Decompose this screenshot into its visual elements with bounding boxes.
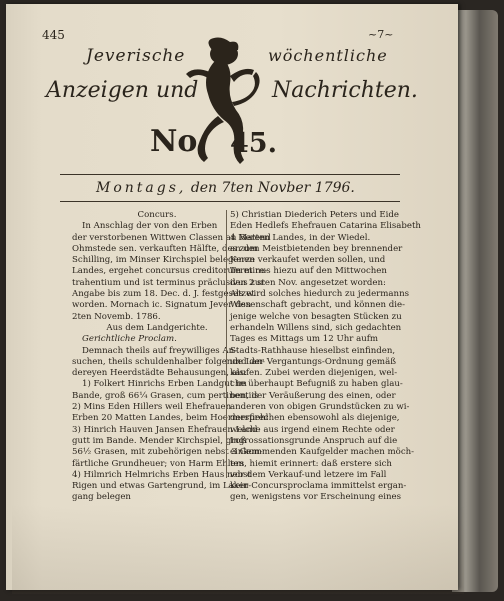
left-column-line: In Anschlag der von den Erben <box>82 221 218 232</box>
corner-mark: ~7~ <box>368 28 394 41</box>
right-column-line: erhandeln Willens sind, sich gedachten <box>230 322 402 333</box>
right-column-line: und der Vergantungs-Ordnung gemäß <box>230 356 396 367</box>
issue-label: No. <box>150 124 208 159</box>
left-column-line: dereyen Heerdstädte Behausungen, als: <box>72 368 247 379</box>
page-number: 445 <box>42 28 65 42</box>
date-rest: den 7ten Novber 1796. <box>190 180 355 196</box>
left-column-line: gutt im Bande. Mender Kirchspiel, groß <box>72 435 247 446</box>
right-column-line: ten, hiemit erinnert: daß erstere sich <box>230 458 392 469</box>
page-shading <box>12 504 464 594</box>
left-column-line: Gerichtliche Proclam. <box>82 334 177 345</box>
right-column-line: welche aus irgend einem Rechte oder <box>230 424 395 435</box>
left-column-line: 1) Folkert Hinrichs Erben Landgut im <box>82 379 247 390</box>
right-column-line: anderen von obigen Grundstücken zu wi- <box>230 402 410 413</box>
right-column-line: vor dem Verkauf-und letzere im Fall <box>230 469 387 480</box>
right-column-line: gen, wenigstens vor Erscheinung eines <box>230 492 401 503</box>
date-line <box>96 180 355 196</box>
left-column-line: Concurs. <box>137 210 177 220</box>
left-column-line: Aus dem Landgerichte. <box>106 322 208 333</box>
left-column-line: Erben 20 Matten Landes, beim Hoermerfiehl <box>72 413 269 424</box>
right-column-line: dersprechen ebensowohl als diejenige, <box>230 413 400 424</box>
left-column-line: Ohmstede sen. verkauften Hälfte, des zum <box>72 243 258 254</box>
left-column-line: 4) Hilmrich Helmrichs Erben Haus nebst <box>72 469 251 480</box>
right-column-line: Stadts-Rathhause hieselbst einfinden, <box>230 345 396 356</box>
right-column-line: einkommenden Kaufgelder machen möch- <box>230 447 415 458</box>
left-column-line: Demnach theils auf freywilliges An- <box>82 345 238 356</box>
right-column-line: Wissenschaft gebracht, und können die- <box>230 300 406 311</box>
left-column-line: Landes, ergehet concursus creditorum et re- <box>72 266 268 277</box>
right-column-line: den 2 sten Nov. angesetzet worden: <box>230 277 386 288</box>
right-column <box>230 210 421 504</box>
issue-number: 45. <box>230 128 277 159</box>
column-separator <box>226 210 227 478</box>
left-column <box>72 210 271 504</box>
left-column-line: suchen, theils schuldenhalber folgende Lan- <box>72 356 265 367</box>
right-column-line: Terminus hiezu auf den Mittwochen <box>230 266 387 277</box>
right-column-line: jenige welche von besagten Stücken zu <box>230 311 402 322</box>
right-column-line: che überhaupt Befugniß zu haben glau- <box>230 379 403 390</box>
masthead-line2-right: Nachrichten. <box>272 78 418 103</box>
right-column-line: Ingrossationsgrunde Anspruch auf die <box>230 435 398 446</box>
left-column-line: worden. Mornach ic. Signatum Jever den <box>72 300 252 311</box>
left-column-line: 2ten Novemb. 1786. <box>72 311 161 322</box>
left-column-line: 3) Hinrich Hauven Jansen Ehefrauen Land- <box>72 424 261 435</box>
right-column-line: an den Meistbietenden bey brennender <box>230 243 403 254</box>
left-column-line: gang belegen <box>72 492 131 503</box>
left-column-line: Bande, groß 66¼ Grasen, cum pertinentiis <box>72 390 259 401</box>
date-day: Montags, <box>96 180 187 196</box>
left-column-line: Schilling, im Minser Kirchspiel belegenen <box>72 255 255 266</box>
right-column-line: Kerze verkaufet werden sollen, und <box>230 255 386 266</box>
right-column-line: kein Concursproclama immittelst ergan- <box>230 481 407 492</box>
newspaper-page <box>6 4 458 590</box>
left-column-line: der verstorbenen Wittwen Classen an Berend <box>72 232 271 243</box>
left-column-line: färtliche Grundheuer; von Harm Ehlers <box>72 458 245 469</box>
left-column-line: 56½ Grasen, mit zubehörigen nebst 3 Gem- <box>72 447 263 458</box>
right-column-line: ben, der Veräußerung des einen, oder <box>230 390 396 401</box>
masthead-line1-left: Jeverische <box>86 46 186 66</box>
right-column-line: Tages es Mittags um 12 Uhr aufm <box>230 334 379 345</box>
right-column-line: 4 Matten Landes, in der Wiedel. <box>230 232 371 243</box>
left-column-line: trahentium und ist terminus präclusivus zur <box>72 277 265 288</box>
right-column-line: Als wird solches hiedurch zu jedermanns <box>230 289 410 300</box>
divider-rule-bottom <box>60 201 400 202</box>
right-column-line: 5) Christian Diederich Peters und Eide <box>230 210 399 220</box>
masthead-line1-right: wöchentliche <box>268 46 388 65</box>
masthead-line2-left: Anzeigen und <box>46 78 199 103</box>
left-column-line: 2) Mins Eden Hillers weil Ehefrauen <box>72 402 232 413</box>
left-column-line: Rigen und etwas Gartengrund, im Laker- <box>72 481 252 492</box>
divider-rule-top <box>60 174 400 175</box>
right-column-line: Eden Hedlefs Ehefrauen Catarina Elisabeth <box>230 221 421 232</box>
left-column-line: Angabe bis zum 18. Dec. d. J. festgesetzet <box>72 289 255 300</box>
right-column-line: kaufen. Zubei werden diejenigen, wel- <box>230 368 398 379</box>
